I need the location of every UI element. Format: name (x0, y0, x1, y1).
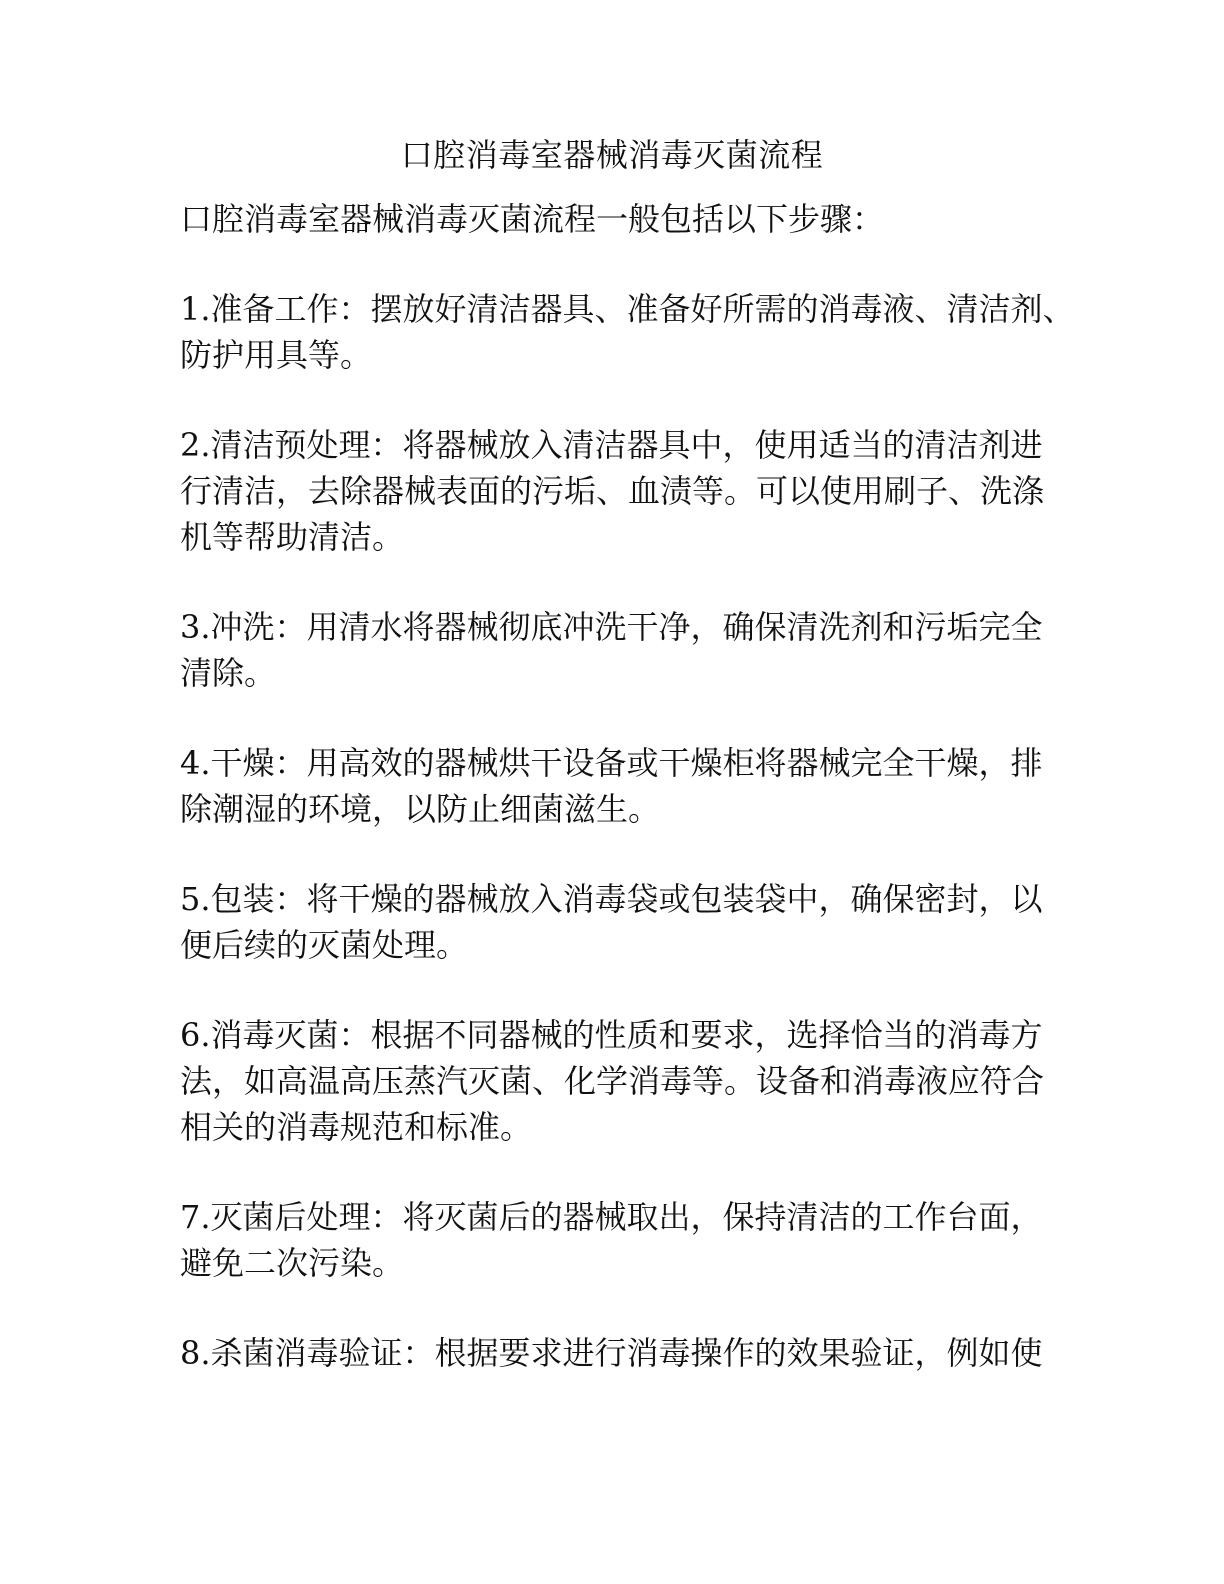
step-1 (180, 286, 1075, 378)
document-title: 口腔消毒室器械消毒灭菌流程 (400, 136, 824, 174)
step-line: 2.清洁预处理：将器械放入清洁器具中，使用适当的清洁剂进 (180, 426, 1043, 464)
step-8 (180, 1330, 1060, 1376)
step-line: 清除。 (180, 654, 277, 692)
step-line: 机等帮助清洁。 (180, 518, 405, 556)
step-line: 行清洁，去除器械表面的污垢、血渍等。可以使用刷子、洗涤 (180, 472, 1045, 510)
step-line: 相关的消毒规范和标准。 (180, 1108, 533, 1146)
step-4 (180, 740, 1060, 832)
step-line: 5.包装：将干燥的器械放入消毒袋或包装袋中，确保密封，以 (180, 880, 1043, 918)
document-body (180, 196, 1075, 1420)
step-3 (180, 604, 1060, 696)
step-2 (180, 422, 1060, 560)
step-line: 防护用具等。 (180, 336, 373, 374)
step-line: 4.干燥：用高效的器械烘干设备或干燥柜将器械完全干燥，排 (180, 744, 1043, 782)
step-5 (180, 876, 1060, 968)
step-line: 除潮湿的环境，以防止细菌滋生。 (180, 790, 661, 828)
step-6 (180, 1012, 1060, 1150)
step-line: 法，如高温高压蒸汽灭菌、化学消毒等。设备和消毒液应符合 (180, 1062, 1045, 1100)
step-line: 6.消毒灭菌：根据不同器械的性质和要求，选择恰当的消毒方 (180, 1016, 1043, 1054)
step-line: 7.灭菌后处理：将灭菌后的器械取出，保持清洁的工作台面， (180, 1198, 1043, 1236)
step-line: 便后续的灭菌处理。 (180, 926, 469, 964)
step-line: 避免二次污染。 (180, 1244, 405, 1282)
step-line: 1.准备工作：摆放好清洁器具、准备好所需的消毒液、清洁剂、 (180, 290, 1075, 328)
step-line: 8.杀菌消毒验证：根据要求进行消毒操作的效果验证，例如使 (180, 1334, 1043, 1372)
step-line: 3.冲洗：用清水将器械彻底冲洗干净，确保清洗剂和污垢完全 (180, 608, 1043, 646)
step-7 (180, 1194, 1060, 1286)
intro-paragraph: 口腔消毒室器械消毒灭菌流程一般包括以下步骤： (180, 200, 885, 238)
